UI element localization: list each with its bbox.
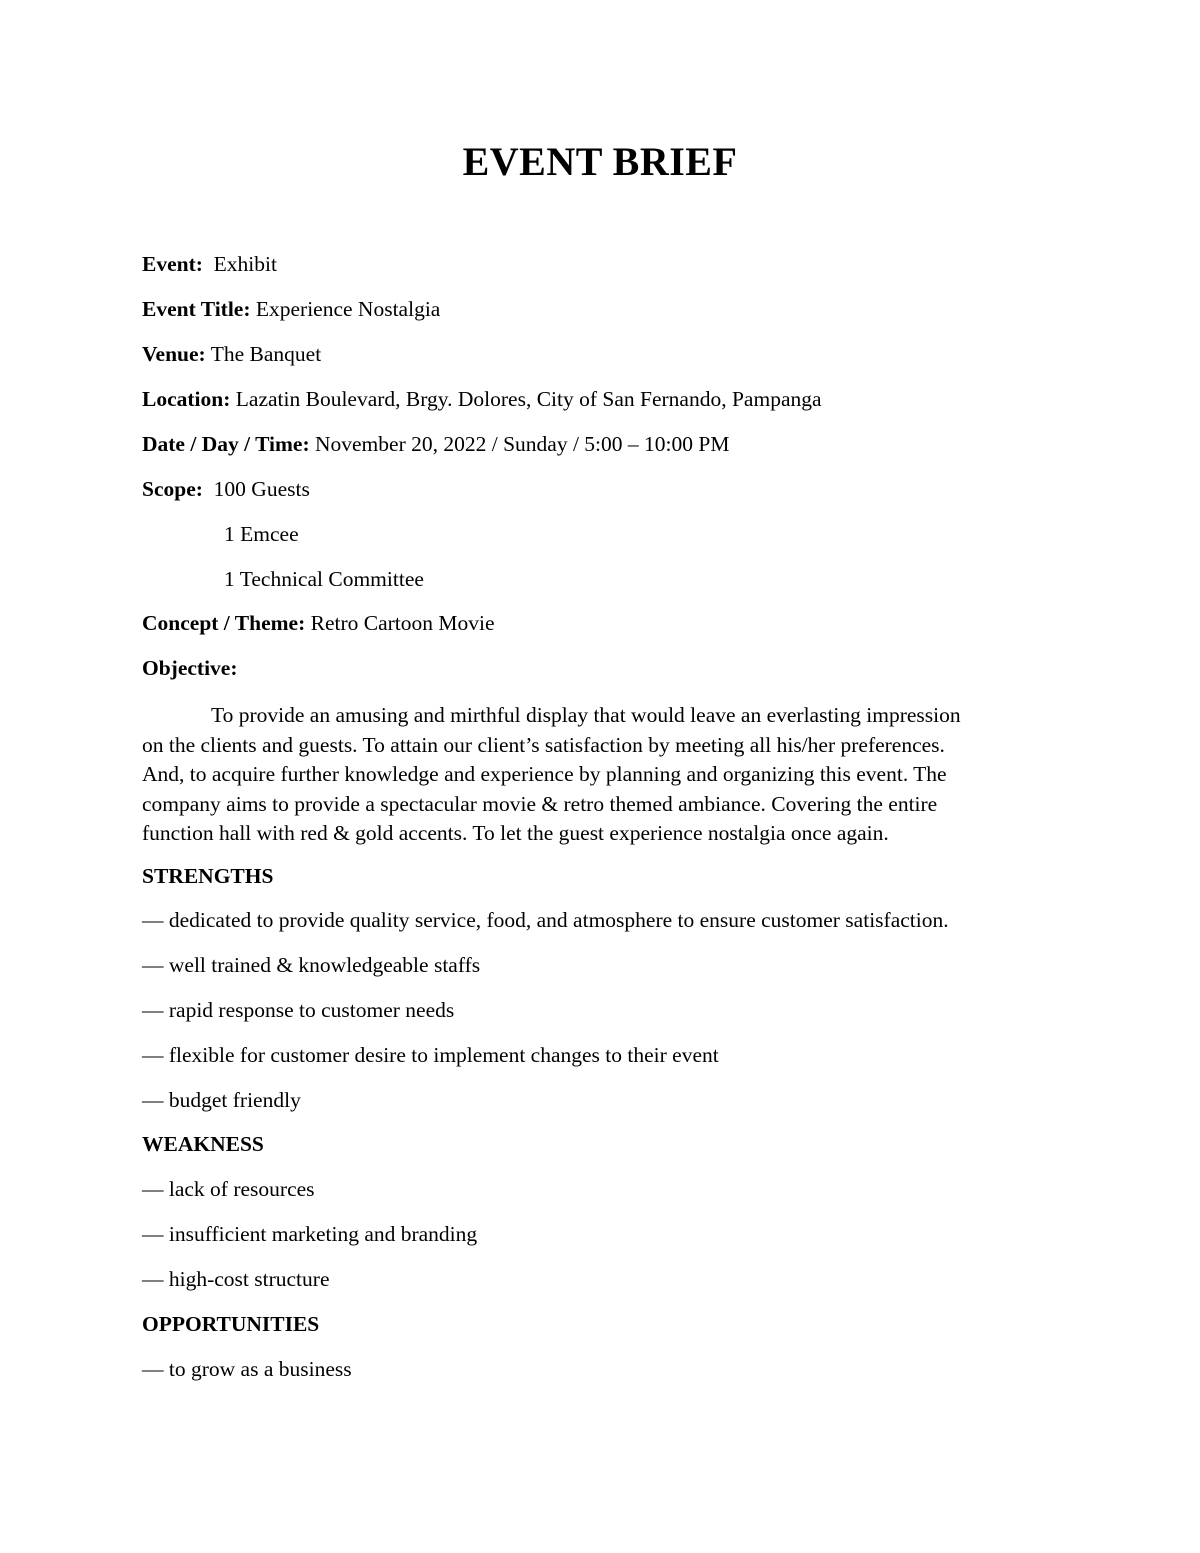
opportunity-item: — to grow as a business (142, 1357, 352, 1381)
field-label: Event Title: (142, 297, 251, 321)
document-title: EVENT BRIEF (462, 139, 738, 184)
field-label: Event: (142, 252, 203, 276)
field-value: The Banquet (210, 342, 322, 366)
field-event (142, 252, 277, 277)
scope-item: 1 Emcee (224, 522, 299, 546)
strengths-heading: STRENGTHS (142, 864, 274, 888)
field-label: Scope: (142, 477, 203, 501)
field-label: Location: (142, 387, 231, 411)
weakness-item: — lack of resources (142, 1177, 315, 1201)
field-objective (142, 656, 238, 681)
scope-item: 1 Technical Committee (224, 567, 424, 591)
strength-item: — dedicated to provide quality service, food, and atmosphere to ensure customer satisfaction. (142, 908, 949, 932)
paragraph-line: on the clients and guests. To attain our client’s satisfaction by meeting all his/her preferences. (142, 732, 945, 757)
paragraph-line: And, to acquire further knowledge and experience by planning and organizing this event. The (142, 762, 947, 786)
field-label: Concept / Theme: (142, 611, 306, 635)
field-label: Date / Day / Time: (142, 432, 310, 456)
weakness-item: — insufficient marketing and branding (142, 1222, 478, 1246)
paragraph-line: function hall with red & gold accents. To let the guest experience nostalgia once again. (142, 821, 889, 845)
scope-item: 100 Guests (213, 477, 310, 501)
strength-item: — flexible for customer desire to implement changes to their event (142, 1043, 719, 1067)
field-venue (142, 342, 321, 367)
strength-item: — budget friendly (142, 1088, 301, 1112)
opportunities-heading: OPPORTUNITIES (142, 1312, 320, 1336)
field-date (142, 432, 729, 457)
field-value: November 20, 2022 / Sunday / 5:00 – 10:00 PM (314, 432, 730, 456)
field-event-title (142, 297, 440, 322)
field-value: Exhibit (213, 252, 277, 276)
field-value: Retro Cartoon Movie (310, 611, 495, 635)
field-concept (142, 611, 495, 636)
field-value: Experience Nostalgia (255, 297, 441, 321)
weakness-heading: WEAKNESS (142, 1132, 264, 1156)
objective-paragraph (142, 701, 1042, 849)
field-label: Venue: (142, 342, 206, 366)
field-location (142, 387, 822, 412)
paragraph-line: company aims to provide a spectacular movie & retro themed ambiance. Covering the entire (142, 791, 938, 816)
strength-item: — rapid response to customer needs (142, 998, 455, 1022)
paragraph-line: To provide an amusing and mirthful display that would leave an everlasting impression (211, 703, 961, 727)
field-label: Objective: (142, 656, 238, 680)
field-scope (142, 477, 310, 502)
strength-item: — well trained & knowledgeable staffs (142, 953, 481, 977)
weakness-item: — high-cost structure (142, 1267, 330, 1291)
field-value: Lazatin Boulevard, Brgy. Dolores, City of San Fernando, Pampanga (235, 387, 822, 411)
